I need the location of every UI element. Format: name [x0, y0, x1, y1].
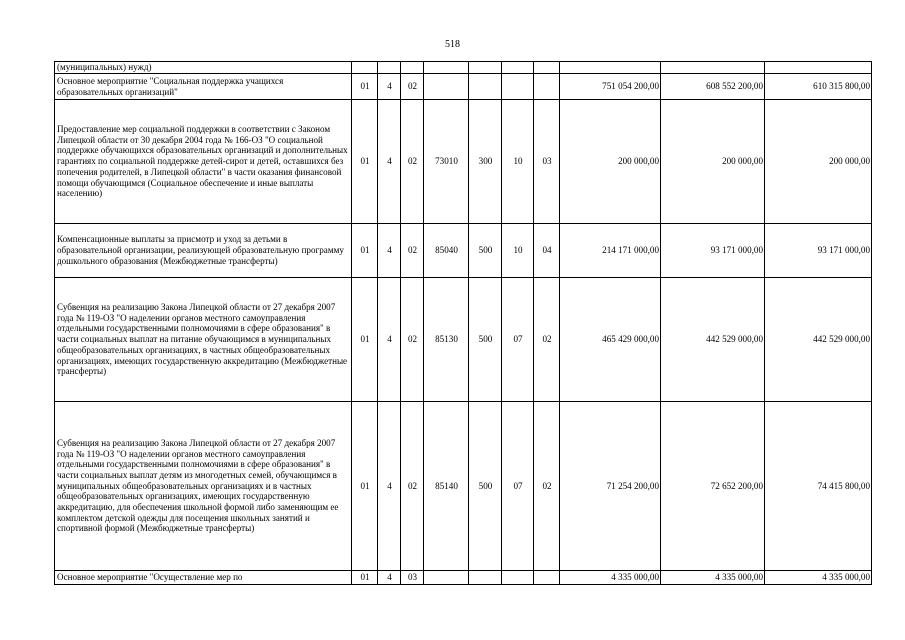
code-cell: 500	[469, 278, 502, 402]
amount-cell: 610 315 800,00	[765, 74, 872, 100]
code-cell: 02	[401, 278, 424, 402]
amount-cell: 93 171 000,00	[661, 224, 765, 278]
code-cell	[424, 571, 469, 585]
code-cell: 85040	[424, 224, 469, 278]
code-cell: 4	[378, 278, 401, 402]
code-cell	[352, 62, 378, 74]
code-cell: 02	[534, 278, 560, 402]
amount-cell: 442 529 000,00	[661, 278, 765, 402]
code-cell: 4	[378, 100, 401, 224]
amount-cell	[560, 62, 661, 74]
code-cell: 500	[469, 224, 502, 278]
code-cell: 4	[378, 224, 401, 278]
amount-cell: 751 054 200,00	[560, 74, 661, 100]
code-cell	[469, 74, 502, 100]
code-cell: 01	[352, 278, 378, 402]
code-cell: 500	[469, 402, 502, 571]
table-row	[55, 100, 872, 224]
row-name-cell: (муниципальных) нужд)	[55, 62, 352, 74]
code-cell	[502, 74, 534, 100]
code-cell	[424, 62, 469, 74]
code-cell: 04	[534, 224, 560, 278]
row-name-cell: Субвенция на реализацию Закона Липецкой области от 27 декабря 2007 года № 119-ОЗ "О наделении органов местного самоуправления отдельными государственными полномочиями в сфере образования" в части социальных выплат на питание обучающимся в муниципальных общеобразовательных организациях, в частных общеобразовательных организациях, имеющих государственную аккредитацию (Межбюджетные трансферты)	[55, 278, 352, 402]
amount-cell: 71 254 200,00	[560, 402, 661, 571]
code-cell: 10	[502, 100, 534, 224]
table-row	[55, 402, 872, 571]
amount-cell	[765, 62, 872, 74]
code-cell: 85130	[424, 278, 469, 402]
code-cell: 300	[469, 100, 502, 224]
row-name-cell: Предоставление мер социальной поддержки в соответствии с Законом Липецкой области от 30 декабря 2004 года № 166-ОЗ "О социальной поддержке обучающихся образовательных организаций и дополнительных гарантиях по социальной поддержке детей-сирот и детей, оставшихся без попечения родителей, в Липецкой области" в части оказания финансовой помощи обучающимся (Социальное обеспечение и иные выплаты населению)	[55, 100, 352, 224]
code-cell: 02	[534, 402, 560, 571]
amount-cell: 93 171 000,00	[765, 224, 872, 278]
amount-cell: 200 000,00	[765, 100, 872, 224]
code-cell	[502, 62, 534, 74]
amount-cell: 214 171 000,00	[560, 224, 661, 278]
budget-table	[54, 61, 872, 585]
code-cell: 02	[401, 100, 424, 224]
amount-cell: 442 529 000,00	[765, 278, 872, 402]
row-name-cell: Основное мероприятие "Социальная поддержка учащихся образовательных организаций"	[55, 74, 352, 100]
code-cell	[534, 74, 560, 100]
code-cell	[424, 74, 469, 100]
code-cell: 01	[352, 100, 378, 224]
amount-cell: 72 652 200,00	[661, 402, 765, 571]
amount-cell: 4 335 000,00	[560, 571, 661, 585]
code-cell: 4	[378, 402, 401, 571]
code-cell: 85140	[424, 402, 469, 571]
code-cell	[378, 62, 401, 74]
amount-cell: 4 335 000,00	[661, 571, 765, 585]
amount-cell: 608 552 200,00	[661, 74, 765, 100]
code-cell: 07	[502, 278, 534, 402]
amount-cell: 200 000,00	[560, 100, 661, 224]
table-body	[55, 62, 872, 585]
amount-cell: 74 415 800,00	[765, 402, 872, 571]
code-cell	[401, 62, 424, 74]
table-row	[55, 62, 872, 74]
row-name-cell: Основное мероприятие "Осуществление мер по	[55, 571, 352, 585]
row-name-cell: Компенсационные выплаты за присмотр и уход за детьми в образовательной организации, реализующей образовательную программу дошкольного образования (Межбюджетные трансферты)	[55, 224, 352, 278]
table-row	[55, 224, 872, 278]
code-cell: 02	[401, 74, 424, 100]
table-row	[55, 571, 872, 585]
code-cell	[502, 571, 534, 585]
code-cell	[534, 571, 560, 585]
code-cell	[534, 62, 560, 74]
code-cell: 02	[401, 224, 424, 278]
code-cell: 03	[534, 100, 560, 224]
amount-cell	[661, 62, 765, 74]
code-cell: 03	[401, 571, 424, 585]
code-cell: 01	[352, 224, 378, 278]
code-cell: 4	[378, 74, 401, 100]
amount-cell: 200 000,00	[661, 100, 765, 224]
code-cell: 07	[502, 402, 534, 571]
code-cell: 10	[502, 224, 534, 278]
code-cell: 73010	[424, 100, 469, 224]
code-cell: 4	[378, 571, 401, 585]
amount-cell: 4 335 000,00	[765, 571, 872, 585]
table-row	[55, 278, 872, 402]
code-cell: 02	[401, 402, 424, 571]
code-cell: 01	[352, 571, 378, 585]
code-cell	[469, 571, 502, 585]
code-cell	[469, 62, 502, 74]
amount-cell: 465 429 000,00	[560, 278, 661, 402]
table-row	[55, 74, 872, 100]
code-cell: 01	[352, 402, 378, 571]
code-cell: 01	[352, 74, 378, 100]
row-name-cell: Субвенция на реализацию Закона Липецкой области от 27 декабря 2007 года № 119-ОЗ "О наделении органов местного самоуправления отдельными государственными полномочиями в сфере образования" в части социальных выплат детям из многодетных семей, обучающимся в муниципальных общеобразовательных организациях и в частных общеобразовательных организациях, имеющих государственную аккредитацию, для обеспечения школьной формой либо заменяющим ее комплектом детской одежды для посещения школьных занятий и спортивной формой (Межбюджетные трансферты)	[55, 402, 352, 571]
page-number: 518	[445, 39, 460, 50]
